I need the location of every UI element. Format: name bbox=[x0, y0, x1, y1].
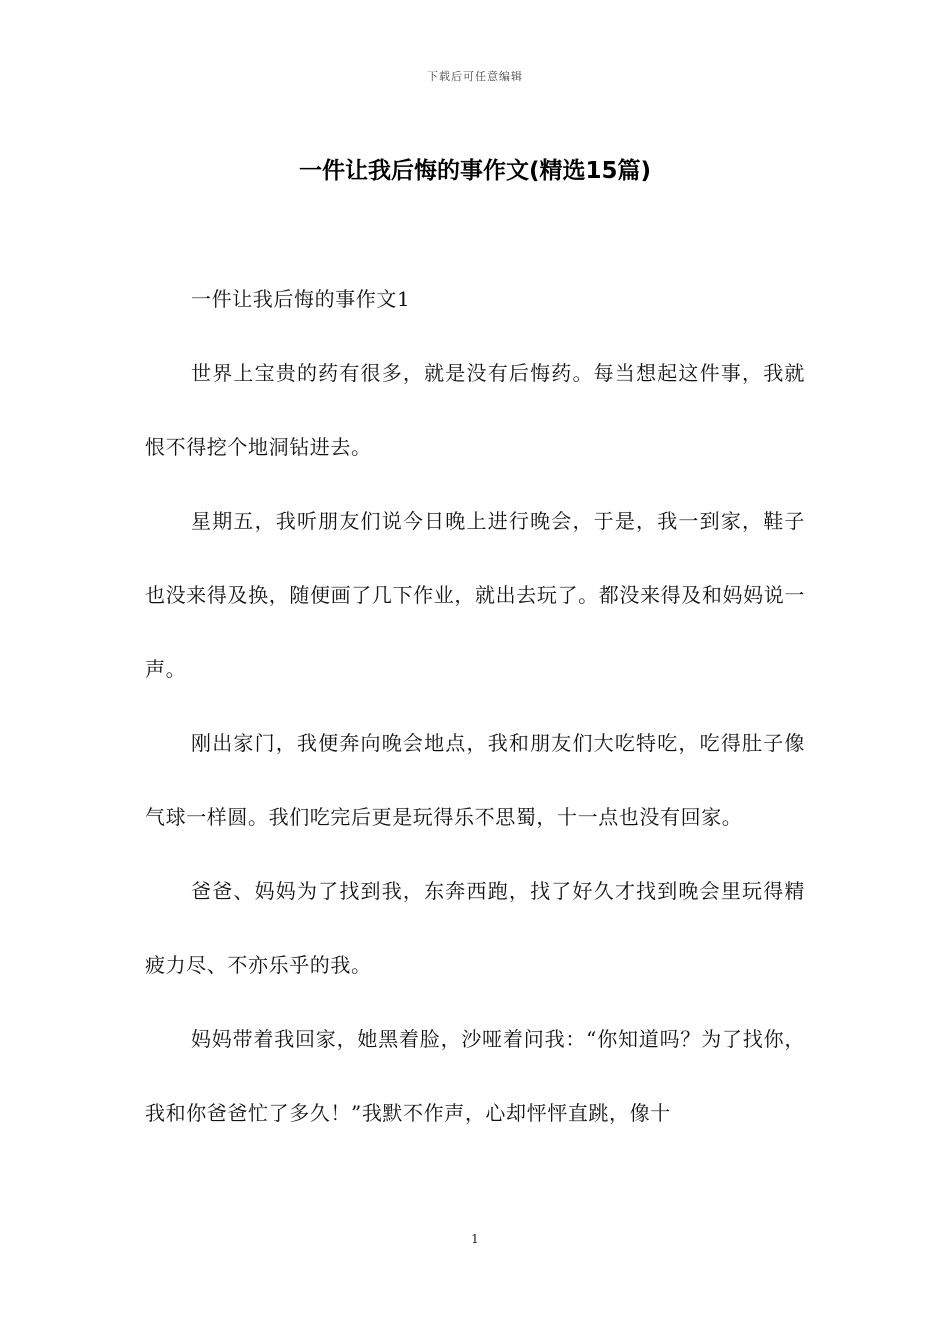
page-number: 1 bbox=[471, 1232, 479, 1246]
paragraph: 爸爸、妈妈为了找到我，东奔西跑，找了好久才找到晚会里玩得精疲力尽、不亦乐乎的我。 bbox=[145, 879, 805, 977]
document-body bbox=[145, 336, 805, 1150]
document-title: 一件让我后悔的事作文(精选15篇) bbox=[298, 158, 652, 184]
header-note: 下载后可任意编辑 bbox=[427, 70, 523, 83]
paragraph: 妈妈带着我回家，她黑着脸，沙哑着问我：“你知道吗？为了找你，我和你爸爸忙了多久！”我默不作声，心却怦怦直跳，像十 bbox=[145, 1027, 805, 1125]
paragraph: 星期五，我听朋友们说今日晚上进行晚会，于是，我一到家，鞋子也没来得及换，随便画了几下作业，就出去玩了。都没来得及和妈妈说一声。 bbox=[145, 509, 805, 681]
paragraph: 世界上宝贵的药有很多，就是没有后悔药。每当想起这件事，我就恨不得挖个地洞钻进去。 bbox=[145, 361, 805, 459]
section-heading: 一件让我后悔的事作文1 bbox=[191, 287, 411, 311]
paragraph: 刚出家门，我便奔向晚会地点，我和朋友们大吃特吃，吃得肚子像气球一样圆。我们吃完后更是玩得乐不思蜀，十一点也没有回家。 bbox=[145, 731, 805, 829]
